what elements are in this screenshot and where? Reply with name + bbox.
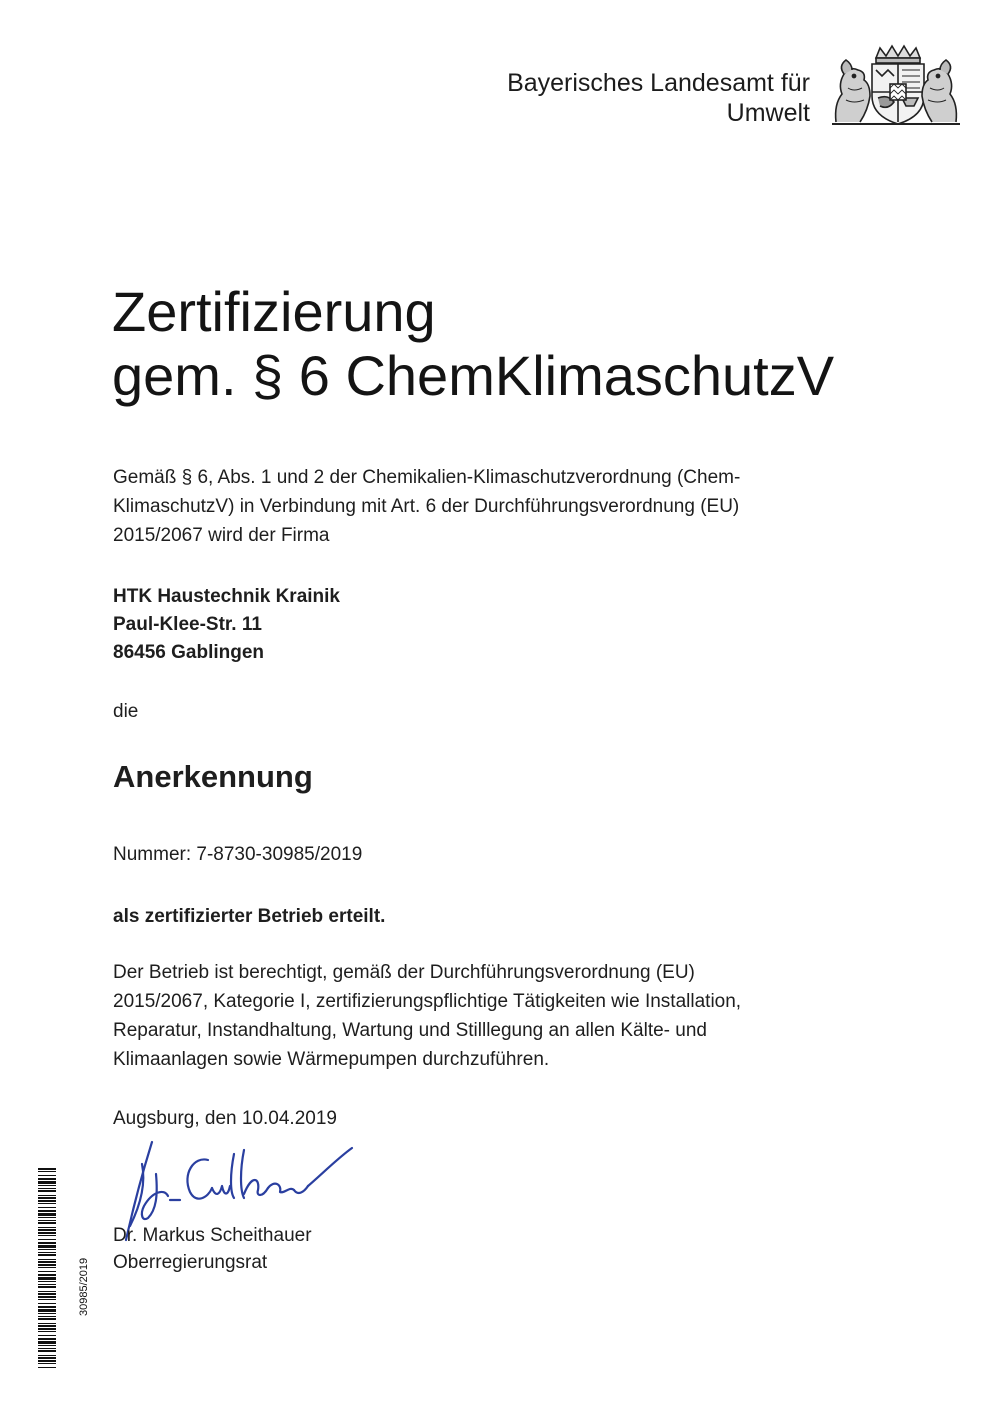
barcode-bar [38,1232,56,1234]
barcode-bar [38,1220,56,1221]
agency-name [507,68,810,128]
company-address [113,583,793,667]
barcode-bar [38,1197,56,1199]
barcode-bar [38,1171,56,1172]
barcode-bar [38,1222,56,1224]
barcode-bar [38,1363,56,1364]
certificate-number: Nummer: 7-8730-30985/2019 [113,844,363,865]
barcode-bar [38,1303,56,1304]
barcode-bar [38,1281,56,1282]
company-name: HTK Haustechnik Krainik [113,586,340,607]
intro-paragraph: Gemäß § 6, Abs. 1 und 2 der Chemikalien-Klimaschutzverordnung (Chem-KlimaschutzV) in Verbindung mit Art. 6 der Durchführungsverordnung (EU) 2015/2067 wird der Firma [113,467,741,546]
barcode-bar [38,1299,56,1300]
barcode-bar [38,1284,56,1285]
connector-text: die [113,701,139,722]
barcode-bar [38,1293,56,1295]
barcode-bar [38,1267,56,1268]
barcode-bar [38,1213,56,1216]
barcode-bar [38,1328,56,1330]
barcode-bar [38,1229,56,1231]
place-date: Augsburg, den 10.04.2019 [113,1108,337,1129]
barcode-bar [38,1345,56,1346]
barcode-bar [38,1291,56,1292]
barcode-bar [38,1357,56,1359]
barcode-bar [38,1217,56,1218]
barcode-bar [38,1249,56,1250]
title-line1: Zertifizierung [112,280,436,343]
barcode-bar [38,1190,56,1192]
bavarian-coat-of-arms-icon [830,44,962,126]
section-heading: Anerkennung [113,759,313,794]
barcode-bar [38,1277,56,1280]
signer-name: Dr. Markus Scheithauer [113,1225,312,1246]
barcode-bar [38,1355,56,1356]
barcode-bar [38,1239,56,1240]
agency-name-line2: Umwelt [726,99,810,127]
issued-statement: als zertifizierter Betrieb erteilt. [113,906,386,927]
barcode-bar [38,1200,56,1202]
barcode-bar [38,1252,56,1253]
barcode-bar [38,1331,56,1332]
barcode-bar [38,1325,56,1327]
barcode-bar [38,1254,56,1256]
barcode-bar [38,1175,56,1176]
barcode-bar [38,1306,56,1308]
document-title [112,280,834,408]
barcode-bar [38,1338,56,1340]
barcode-bar [38,1309,56,1312]
barcode-bar [38,1367,56,1368]
scope-paragraph: Der Betrieb ist berechtigt, gemäß der Durchführungsverordnung (EU) 2015/2067, Kategorie I, zertifizierungspflichtige Tätigkeiten wie Installation, Reparatur, Instandhaltung, Wartung und Stilllegung an allen Kälte- und Klimaanlagen sowie Wärmepumpen durchzuführen. [113,962,742,1070]
barcode-bar [38,1227,56,1228]
barcode-bar [38,1318,56,1320]
barcode-bar [38,1185,56,1186]
barcode-bar [38,1341,56,1344]
barcode-bar [38,1242,56,1244]
barcode-bar [38,1323,56,1324]
barcode-bar [38,1178,56,1180]
barcode-bar [38,1188,56,1189]
company-street: Paul-Klee-Str. 11 [113,614,262,635]
barcode-bar [38,1210,56,1212]
barcode-bar [38,1335,56,1336]
barcode-bar [38,1274,56,1276]
barcode-bar [38,1261,56,1263]
barcode-bar [38,1316,56,1317]
signer-block [113,1222,793,1276]
barcode-bar [38,1203,56,1204]
barcode [38,1168,56,1368]
barcode-bar [38,1350,56,1352]
barcode-bar [38,1286,56,1288]
barcode-bar [38,1360,56,1362]
title-line2: gem. § 6 ChemKlimaschutzV [112,344,835,407]
barcode-number: 30985/2019 [78,1257,90,1316]
barcode-bar [38,1313,56,1314]
barcode-bar [38,1168,56,1170]
barcode-bar [38,1264,56,1266]
barcode-bar [38,1271,56,1272]
barcode-bar [38,1181,56,1184]
agency-name-line1: Bayerisches Landesamt für [507,69,810,97]
company-city: 86456 Gablingen [113,642,265,663]
barcode-bar [38,1245,56,1248]
signer-role: Oberregierungsrat [113,1252,268,1273]
barcode-bar [38,1195,56,1196]
barcode-bar [38,1348,56,1349]
barcode-bar [38,1207,56,1208]
barcode-bar [38,1296,56,1298]
barcode-bar [38,1235,56,1236]
barcode-bar [38,1259,56,1260]
